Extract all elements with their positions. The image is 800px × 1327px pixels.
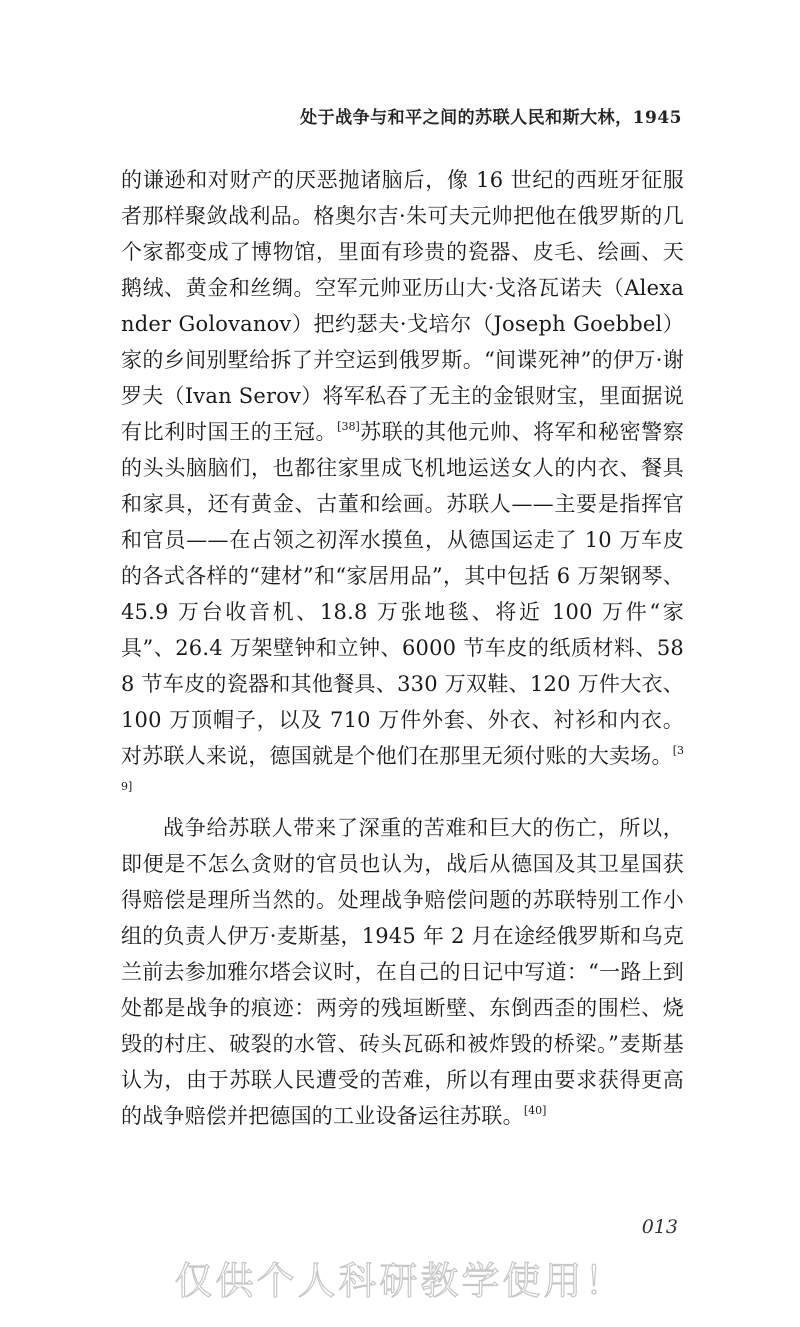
- page-number: 013: [641, 1216, 678, 1238]
- header-rule: [118, 134, 684, 135]
- footnote-ref[interactable]: [38]: [337, 420, 360, 433]
- paragraph-text: 的谦逊和对财产的厌恶抛诸脑后，像 16 世纪的西班牙征服者那样聚敛战利品。格奥尔吉·朱可夫元帅把他在俄罗斯的几个家都变成了博物馆，里面有珍贵的瓷器、皮毛、绘画、天鹅绒、黄金和丝绸。空军元帅亚历山大·戈洛瓦诺夫（Alexander Golovanov）把约瑟夫·戈培尔（Joseph Goebbel）家的乡间别墅给拆了并空运到俄罗斯。“间谍死神”的伊万·谢罗夫（Ivan Serov）将军私吞了无主的金银财宝，里面据说有比利时国王的王冠。: [121, 168, 684, 444]
- paragraph-text: 战争给苏联人带来了深重的苦难和巨大的伤亡，所以，即便是不怎么贪财的官员也认为，战后从德国及其卫星国获得赔偿是理所当然的。处理战争赔偿问题的苏联特别工作小组的负责人伊万·麦斯基，1945 年 2 月在途经俄罗斯和乌克兰前去参加雅尔塔会议时，在自己的日记中写道：“一路上到处都是战争的痕迹：两旁的残垣断壁、东倒西歪的围栏、烧毁的村庄、破裂的水管、砖头瓦砾和被炸毁的桥梁。”麦斯基认为，由于苏联人民遭受的苦难，所以有理由要求获得更高的战争赔偿并把德国的工业设备运往苏联。: [121, 816, 684, 1128]
- running-head: 处于战争与和平之间的苏联人民和斯大林，1945: [300, 108, 682, 128]
- watermark: 仅供个人科研教学使用！: [174, 1259, 626, 1303]
- paragraph-text: 苏联的其他元帅、将军和秘密警察的头头脑脑们，也都往家里成飞机地运送女人的内衣、餐具和家具，还有黄金、古董和绘画。苏联人——主要是指挥官和官员——在占领之初浑水摸鱼，从德国运走了 10 万车皮的各式各样的“建材”和“家居用品”，其中包括 6 万架钢琴、45.9 万台收音机、18.8 万张地毯、将近 100 万件“家具”、26.4 万架壁钟和立钟、6000 节车皮的纸质材料、588 节车皮的瓷器和其他餐具、330 万双鞋、120 万件大衣、100 万顶帽子，以及 710 万件外套、外衣、衬衫和内衣。对苏联人来说，德国就是个他们在那里无须付账的大卖场。: [121, 420, 685, 768]
- body-text: [121, 162, 684, 1134]
- paragraph: [121, 810, 684, 1134]
- paragraph: [121, 162, 684, 810]
- footnote-ref[interactable]: [39]: [121, 744, 684, 793]
- footnote-ref[interactable]: [40]: [523, 1104, 547, 1117]
